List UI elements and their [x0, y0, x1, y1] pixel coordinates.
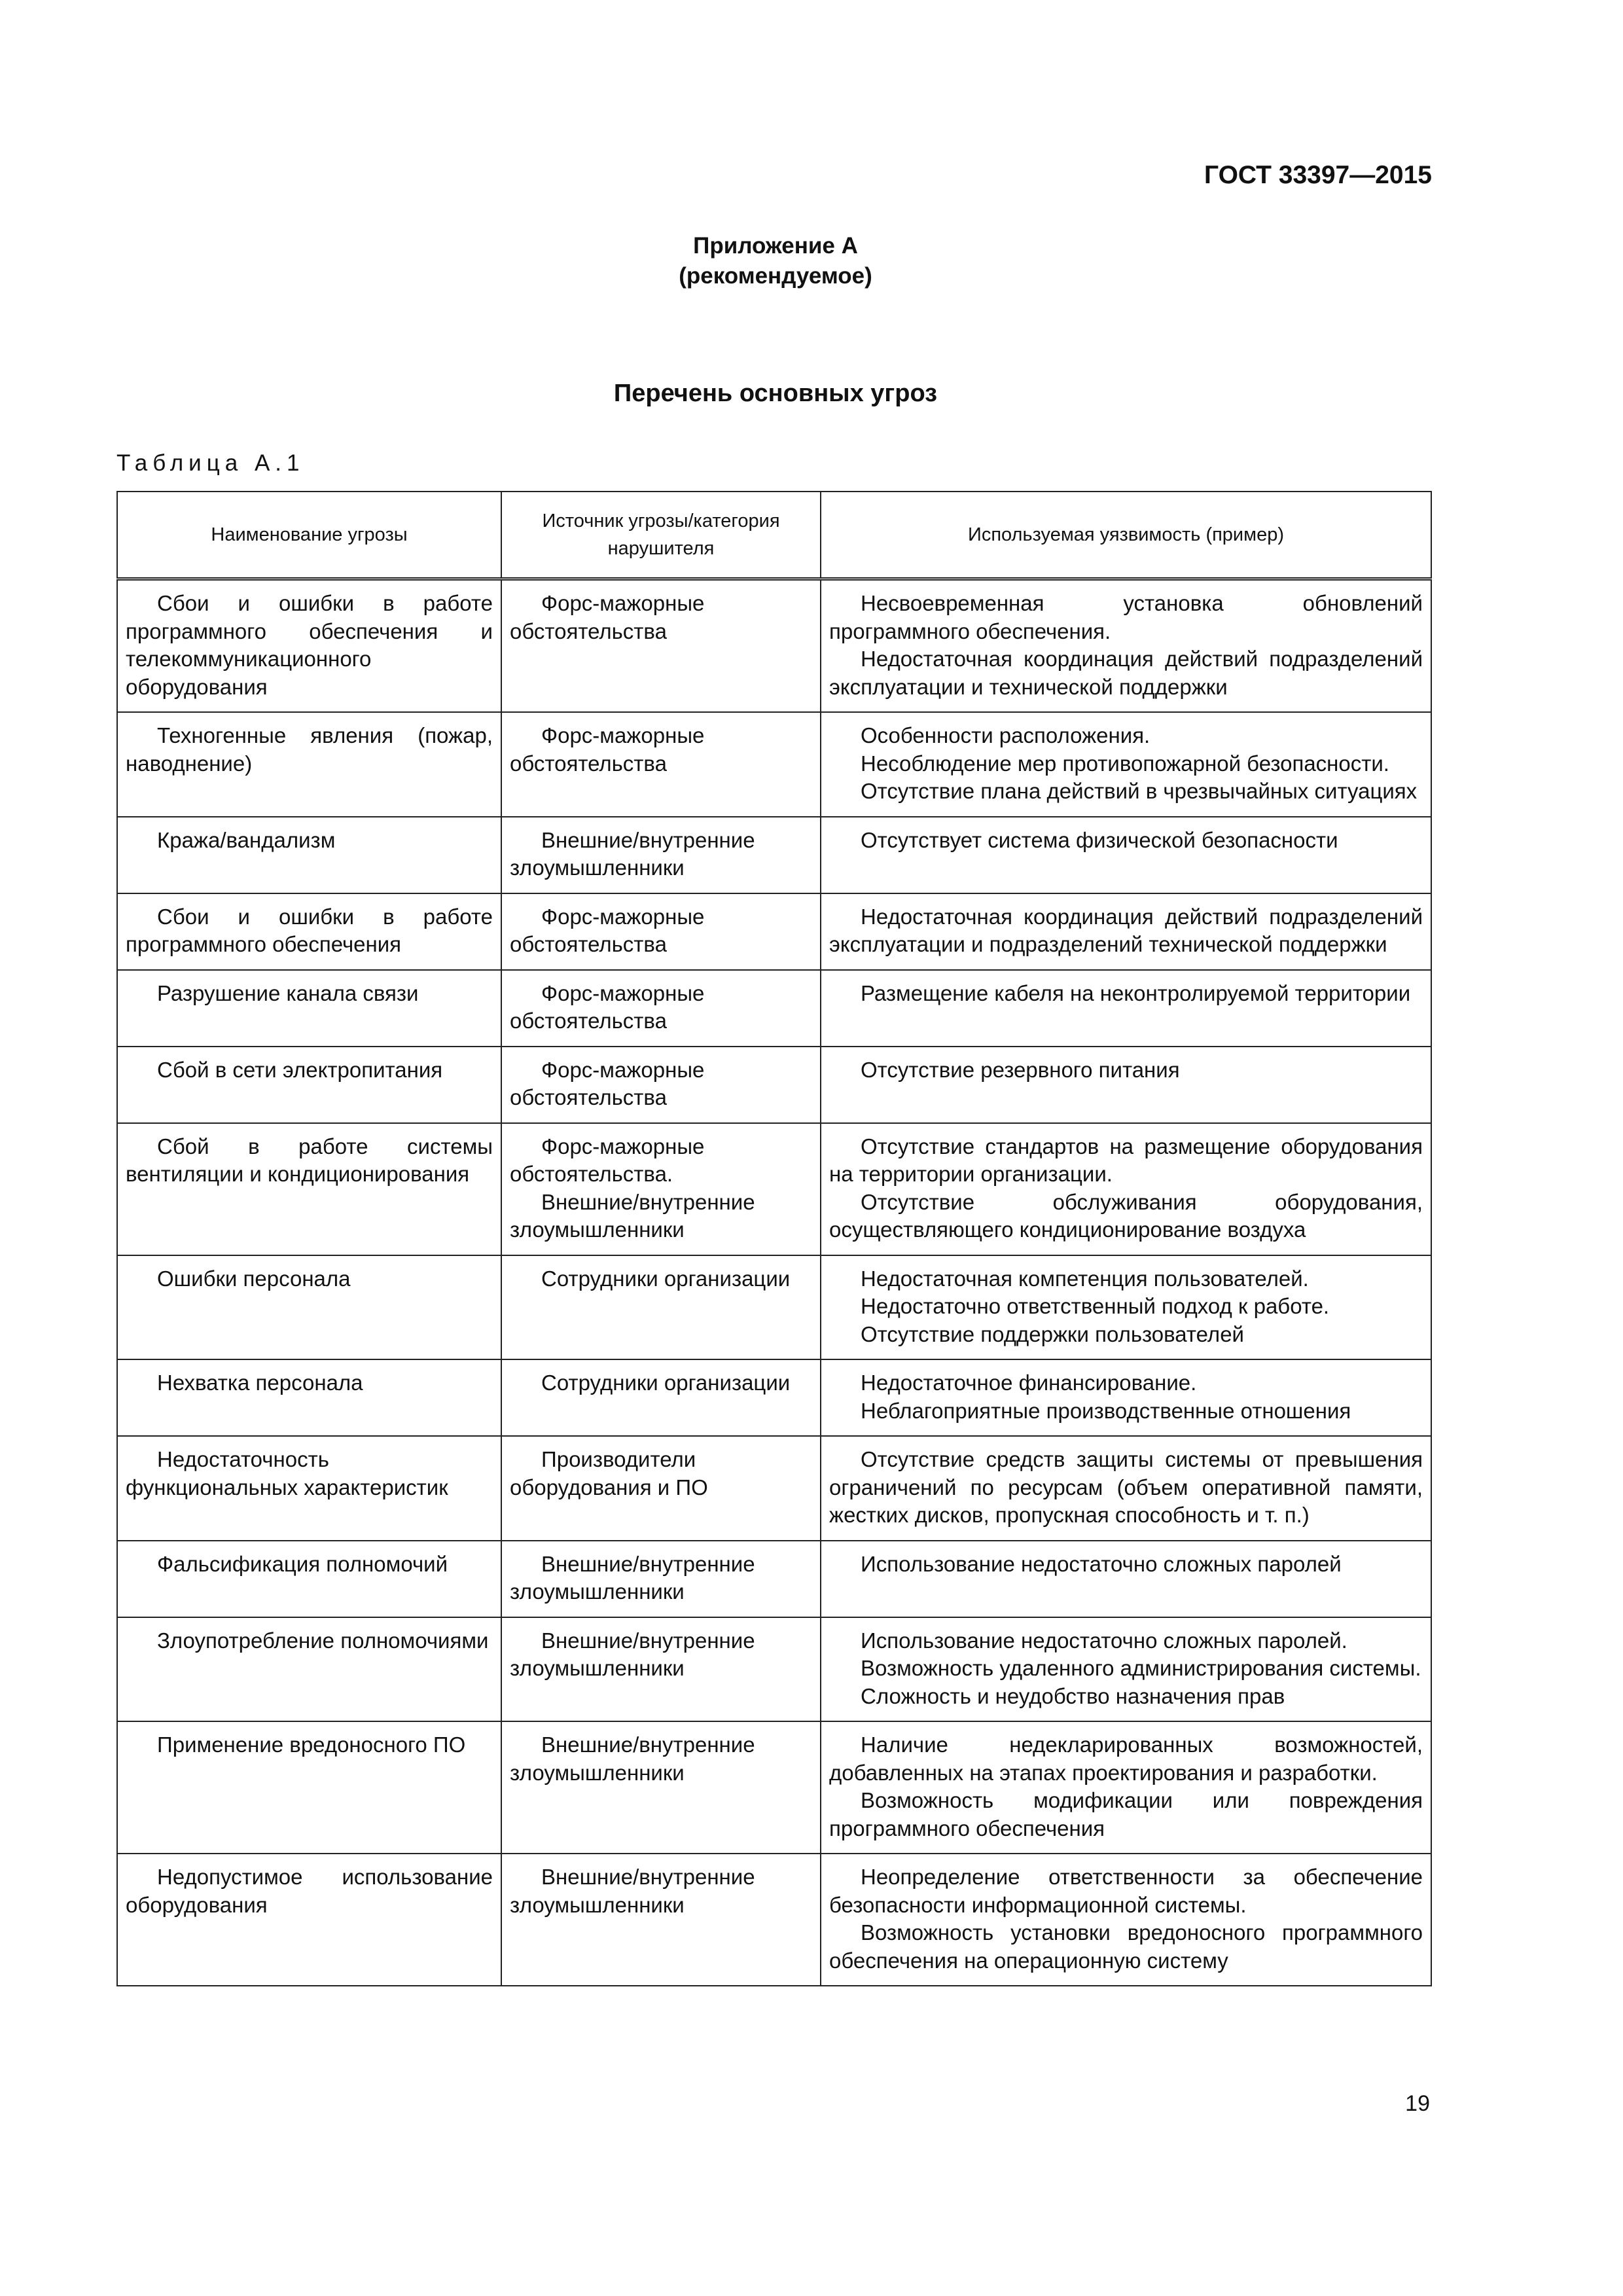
vulnerability-cell: [821, 1047, 1431, 1123]
table-row: [117, 1541, 1431, 1617]
table-row: [117, 1436, 1431, 1541]
threat-source-cell: [501, 712, 821, 817]
threat-name-cell: [117, 579, 501, 713]
threat-source-cell: [501, 579, 821, 713]
vulnerability-cell: [821, 1255, 1431, 1360]
vulnerability-cell: [821, 817, 1431, 893]
vulnerability-item: Отсутствие средств защиты системы от превышения ограничений по ресурсам (объем оперативной памяти, жестких дисков, пропускная способность и т. п.): [829, 1447, 1423, 1527]
threat-name-cell: [117, 1359, 501, 1436]
threat-source: Внешние/внутренние злоумышленники: [510, 1732, 755, 1785]
threat-source-cell: [501, 1721, 821, 1854]
threat-name-cell: [117, 1617, 501, 1722]
vulnerability-item: Возможность модификации или повреждения программного обеспечения: [829, 1788, 1423, 1840]
table-row: [117, 1617, 1431, 1722]
vulnerability-item: Использование недостаточно сложных паролей.: [861, 1628, 1347, 1653]
threat-source: Производители оборудования и ПО: [510, 1447, 708, 1499]
vulnerability-cell: [821, 1123, 1431, 1255]
threat-source-cell: [501, 1617, 821, 1722]
threat-name: Сбои и ошибки в работе программного обеспечения и телекоммуникационного оборудования: [126, 591, 493, 699]
threat-name: Нехватка персонала: [157, 1371, 363, 1395]
vulnerability-item: Отсутствует система физической безопасности: [861, 827, 1338, 852]
vulnerability-item: Отсутствие поддержки пользователей: [861, 1321, 1244, 1346]
vulnerability-item: Размещение кабеля на неконтролируемой территории: [861, 980, 1411, 1005]
threat-name-cell: [117, 1047, 501, 1123]
vulnerability-item: Недостаточно ответственный подход к работе.: [861, 1294, 1330, 1318]
threat-name: Сбой в работе системы вентиляции и кондиционирования: [126, 1134, 493, 1186]
threat-source: Форс-мажорные обстоятельства.: [510, 1134, 705, 1186]
threat-name: Ошибки персонала: [157, 1266, 351, 1291]
vulnerability-item: Неопределение ответственности за обеспечение безопасности информационной системы.: [829, 1865, 1423, 1917]
table-row: [117, 712, 1431, 817]
threat-source-cell: [501, 970, 821, 1047]
threat-source: Внешние/внутренние злоумышленники: [510, 1551, 755, 1604]
page-number: 19: [1405, 2091, 1430, 2116]
vulnerability-cell: [821, 1617, 1431, 1722]
threat-name: Сбои и ошибки в работе программного обеспечения: [126, 904, 493, 956]
vulnerability-item: Отсутствие резервного питания: [861, 1057, 1180, 1082]
threat-name-cell: [117, 1721, 501, 1854]
threat-name: Кража/вандализм: [157, 827, 336, 852]
table-row: [117, 1255, 1431, 1360]
threat-source: Сотрудники организации: [541, 1371, 791, 1395]
vulnerability-cell: [821, 712, 1431, 817]
vulnerability-item: Недостаточная координация действий подразделений эксплуатации и технической поддержки: [829, 647, 1423, 699]
threat-source-cell: [501, 1255, 821, 1360]
vulnerability-item: Недостаточная компетенция пользователей.: [861, 1266, 1309, 1291]
vulnerability-item: Наличие недекларированных возможностей, добавленных на этапах проектирования и разработки.: [829, 1732, 1423, 1785]
threat-name: Разрушение канала связи: [157, 980, 419, 1005]
threat-source: Внешние/внутренние злоумышленники: [510, 1628, 755, 1680]
threat-source-cell: [501, 1436, 821, 1541]
vulnerability-item: Сложность и неудобство назначения прав: [861, 1683, 1285, 1708]
vulnerability-item: Недостаточная координация действий подразделений эксплуатации и подразделений технической поддержки: [829, 904, 1423, 956]
vulnerability-item: Несвоевременная установка обновлений программного обеспечения.: [829, 591, 1423, 643]
vulnerability-cell: [821, 579, 1431, 713]
table-body: [117, 579, 1431, 1986]
threat-name-cell: [117, 817, 501, 893]
table-row: [117, 1123, 1431, 1255]
table-row: [117, 1854, 1431, 1986]
threat-source-cell: [501, 1359, 821, 1436]
threat-source: Сотрудники организации: [541, 1266, 791, 1291]
threat-name-cell: [117, 1123, 501, 1255]
threat-source: Форс-мажорные обстоятельства: [510, 980, 705, 1033]
threat-name-cell: [117, 712, 501, 817]
threat-source: Внешние/внутренние злоумышленники: [510, 827, 755, 880]
table-caption: Таблица А.1: [116, 450, 305, 476]
vulnerability-item: Отсутствие обслуживания оборудования, осуществляющего кондиционирование воздуха: [829, 1189, 1423, 1242]
vulnerability-item: Неблагоприятные производственные отношения: [861, 1398, 1351, 1423]
threat-source: Форс-мажорные обстоятельства: [510, 723, 705, 776]
vulnerability-item: Возможность установки вредоносного программного обеспечения на операционную систему: [829, 1920, 1423, 1973]
threat-source: Форс-мажорные обстоятельства: [510, 1057, 705, 1109]
vulnerability-cell: [821, 970, 1431, 1047]
vulnerability-item: Отсутствие стандартов на размещение оборудования на территории организации.: [829, 1134, 1423, 1186]
vulnerability-item: Использование недостаточно сложных паролей: [861, 1551, 1342, 1576]
table-row: [117, 817, 1431, 893]
vulnerability-item: Несоблюдение мер противопожарной безопасности.: [861, 751, 1389, 776]
threat-source-cell: [501, 1047, 821, 1123]
column-header-vulnerability: Используемая уязвимость (пример): [821, 492, 1431, 579]
threat-source-cell: [501, 1123, 821, 1255]
table-row: [117, 893, 1431, 970]
threat-name-cell: [117, 1255, 501, 1360]
threat-name-cell: [117, 893, 501, 970]
column-header-source: Источник угрозы/категория нарушителя: [501, 492, 821, 579]
table-row: [117, 1047, 1431, 1123]
vulnerability-cell: [821, 893, 1431, 970]
threat-name: Техногенные явления (пожар, наводнение): [126, 723, 493, 776]
threat-source-cell: [501, 817, 821, 893]
threat-source-cell: [501, 893, 821, 970]
threat-source: Форс-мажорные обстоятельства: [510, 591, 705, 643]
threats-table: [116, 491, 1432, 1986]
threat-source-cell: [501, 1854, 821, 1986]
threat-source: Внешние/внутренние злоумышленники: [510, 1189, 755, 1242]
vulnerability-cell: [821, 1541, 1431, 1617]
vulnerability-item: Возможность удаленного администрирования системы.: [861, 1656, 1421, 1680]
threat-name: Применение вредоносного ПО: [157, 1732, 466, 1757]
table-row: [117, 970, 1431, 1047]
table-header-row: [117, 492, 1431, 579]
vulnerability-cell: [821, 1359, 1431, 1436]
vulnerability-item: Особенности расположения.: [861, 723, 1150, 747]
threat-source: Внешние/внутренние злоумышленники: [510, 1865, 755, 1917]
column-header-threat: Наименование угрозы: [117, 492, 501, 579]
threat-name-cell: [117, 1436, 501, 1541]
threat-name: Недопустимое использование оборудования: [126, 1865, 493, 1917]
table-row: [117, 579, 1431, 713]
threat-source: Форс-мажорные обстоятельства: [510, 904, 705, 956]
table-row: [117, 1359, 1431, 1436]
threat-name: Злоупотребление полномочиями: [157, 1628, 489, 1653]
threat-name-cell: [117, 970, 501, 1047]
list-title: Перечень основных угроз: [613, 380, 938, 407]
table-row: [117, 1721, 1431, 1854]
annex-title: Приложение А: [693, 233, 858, 259]
vulnerability-item: Отсутствие плана действий в чрезвычайных ситуациях: [861, 779, 1418, 803]
vulnerability-item: Недостаточное финансирование.: [861, 1371, 1197, 1395]
threat-name-cell: [117, 1854, 501, 1986]
threat-name: Недостаточность функциональных характеристик: [126, 1447, 448, 1499]
threat-name: Фальсификация полномочий: [157, 1551, 448, 1576]
vulnerability-cell: [821, 1721, 1431, 1854]
standard-code: ГОСТ 33397—2015: [1204, 161, 1432, 189]
annex-type: (рекомендуемое): [679, 263, 872, 289]
threat-source-cell: [501, 1541, 821, 1617]
vulnerability-cell: [821, 1854, 1431, 1986]
threat-name: Сбой в сети электропитания: [157, 1057, 443, 1082]
vulnerability-cell: [821, 1436, 1431, 1541]
threat-name-cell: [117, 1541, 501, 1617]
